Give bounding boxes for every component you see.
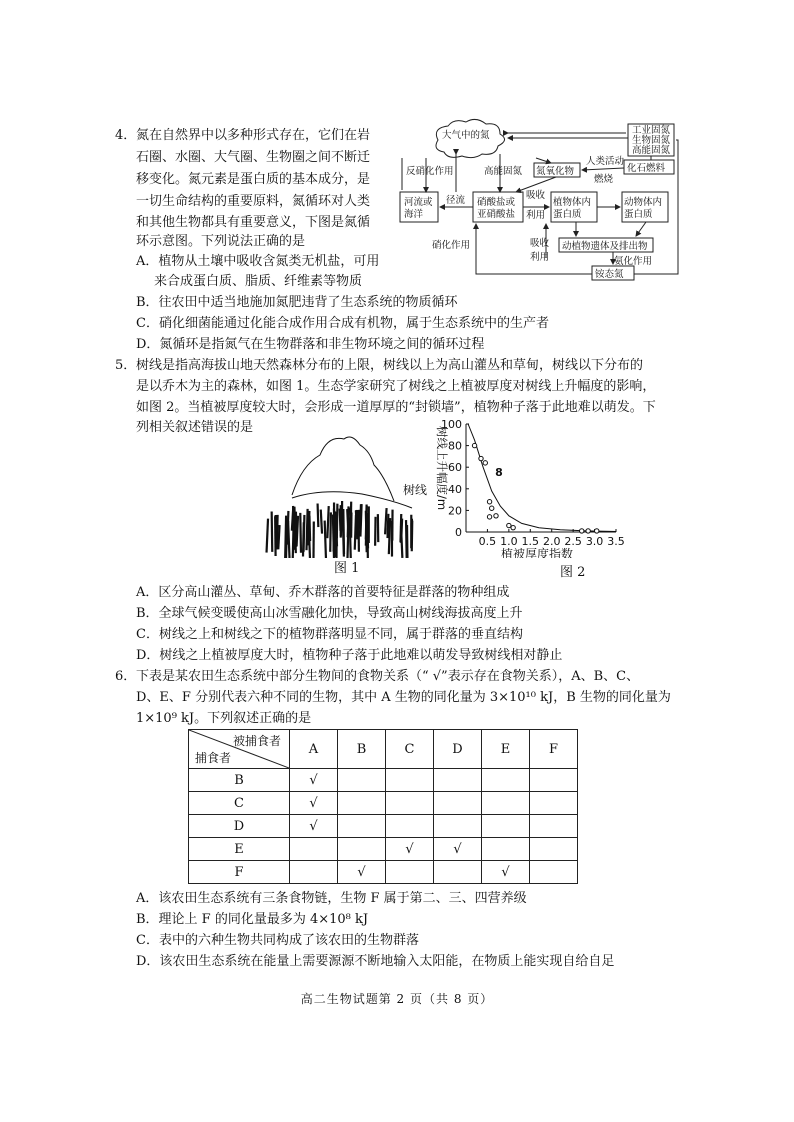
table-cell (290, 838, 338, 861)
data-point (586, 529, 590, 533)
data-point (494, 514, 498, 518)
data-point (490, 506, 494, 510)
nitrify-label: 硝化作用 (432, 240, 471, 251)
figure-1-caption: 图 1 (334, 561, 360, 576)
remains-label: 动植物遗体及排出物 (562, 241, 648, 252)
q4-stem-line-3: 移变化。氮元素是蛋白质的基本成分，是 (136, 172, 371, 187)
q5-stem-line-2: 是以乔木为主的森林，如图 1。生态学家研究了树线之上植被厚度对树线上升幅度的影响， (136, 379, 656, 394)
table-cell (386, 792, 434, 815)
tree-mark (343, 509, 344, 554)
treeline-label: 树线 (403, 483, 428, 497)
q4-option-b[interactable]: B．往农田中适当地施加氮肥违背了生态系统的物质循环 (136, 295, 458, 310)
data-point (472, 443, 476, 447)
tree-mark (278, 525, 279, 549)
tree-mark (388, 514, 389, 538)
nitrogen-cycle-diagram (396, 118, 686, 288)
figure-2-caption: 图 2 (560, 565, 586, 580)
table-cell: √ (290, 769, 338, 792)
atmosphere-label: 大气中的氮 (442, 130, 490, 141)
data-point (511, 525, 515, 529)
tree-mark (400, 514, 401, 542)
forest-trees (267, 501, 413, 558)
table-cell (290, 861, 338, 884)
tree-mark (267, 519, 268, 553)
q4-option-a-line-2: 来合成蛋白质、脂质、纤维素等物质 (154, 274, 363, 289)
tree-mark (288, 521, 289, 558)
table-cell (482, 838, 530, 861)
y-axis-label: 树线上升幅度/m (435, 426, 449, 511)
denitrify-label: 反硝化作用 (406, 166, 454, 177)
y-tick-label: 80 (448, 439, 462, 453)
x-tick-label: 2.0 (542, 535, 561, 548)
q4-number: 4． (115, 128, 137, 143)
y-tick-label: 0 (455, 526, 462, 539)
tree-mark (272, 512, 273, 552)
data-point (507, 523, 511, 527)
q6-stem-line-2: D、E、F 分别代表六种不同的生物，其中 A 生物的同化量为 3×10¹⁰ kJ，B 生物的同化量为 (136, 690, 671, 705)
point-label: 8 (495, 465, 503, 479)
industrial-label-2: 生物固氮 (632, 135, 671, 146)
q4-stem-line-4: 一切生命结构的重要原料，氮循环对人类 (136, 194, 371, 209)
table-cell (482, 815, 530, 838)
tree-mark (355, 515, 356, 550)
figure-1-mountain (262, 430, 432, 570)
nox-label: 氮氧化物 (536, 166, 575, 177)
tree-mark (293, 506, 294, 550)
data-point (479, 456, 483, 460)
table-header-row (189, 730, 578, 769)
x-tick-label: 0.5 (478, 535, 497, 548)
tree-mark (389, 518, 390, 554)
table-row (189, 792, 578, 815)
tree-mark (337, 504, 338, 539)
table-cell (386, 769, 434, 792)
x-tick-label: 1.5 (521, 535, 540, 548)
table-cell: √ (290, 815, 338, 838)
table-cell (482, 792, 530, 815)
column-header: F (530, 730, 578, 769)
table-cell (338, 792, 386, 815)
table-cell (530, 861, 578, 884)
y-tick-label: 20 (448, 504, 462, 518)
q5-stem-line-3: 如图 2。当植被厚度较大时，会形成一道厚厚的“封锁墙”，植物种子落于此地难以萌发。下 (136, 400, 656, 415)
table-cell (338, 815, 386, 838)
row-header: F (189, 861, 290, 884)
table-row (189, 838, 578, 861)
page-footer: 高二生物试题第 2 页（共 8 页） (300, 992, 494, 1006)
tree-mark (358, 510, 359, 534)
header-predator-label: 捕食者 (195, 751, 232, 765)
high-energy-label: 高能固氮 (484, 166, 523, 177)
tree-mark (321, 510, 322, 534)
table-cell (434, 815, 482, 838)
column-header: A (290, 730, 338, 769)
y-tick-label: 60 (448, 461, 462, 475)
tree-mark (300, 513, 301, 553)
tree-mark (333, 515, 334, 558)
table-cell (530, 769, 578, 792)
industrial-label-1: 工业固氮 (632, 125, 671, 136)
ammonium-label: 铵态氮 (595, 269, 624, 280)
plant-label-2: 蛋白质 (553, 209, 582, 220)
data-point (487, 500, 491, 504)
q5-stem-line-4: 列相关叙述错误的是 (136, 420, 254, 435)
q4-option-d[interactable]: D．氮循环是指氮气在生物群落和非生物环境之间的循环过程 (136, 337, 485, 352)
absorb2-label-1: 吸收 (530, 238, 550, 249)
table-cell (338, 838, 386, 861)
animal-label-2: 蛋白质 (624, 209, 653, 220)
table-cell (482, 769, 530, 792)
tree-mark (296, 519, 297, 547)
ammonify-label: 氨化作用 (614, 256, 653, 267)
data-point (487, 515, 491, 519)
q5-option-c[interactable]: C．树线之上和树线之下的植物群落明显不同，属于群落的垂直结构 (136, 627, 523, 642)
row-header: C (189, 792, 290, 815)
table-cell (530, 792, 578, 815)
q4-stem-line-2: 石圈、水圈、大气圈、生物圈之间不断迁 (136, 150, 371, 165)
tree-mark (309, 516, 310, 541)
fossil-label: 化石燃料 (627, 163, 666, 174)
q6-option-d[interactable]: D．该农田生态系统在能量上需要源源不断地输入太阳能，在物质上能实现自给自足 (136, 954, 615, 969)
table-cell (338, 769, 386, 792)
absorb2-label-2: 利用 (530, 252, 550, 263)
q6-option-c[interactable]: C．表中的六种生物共同构成了该农田的生物群落 (136, 933, 419, 948)
x-tick-label: 2.5 (564, 535, 582, 548)
q6-option-a[interactable]: A．该农田生态系统有三条食物链，生物 F 属于第二、三、四营养级 (136, 891, 527, 906)
river-label-1: 河流或 (404, 197, 433, 208)
column-header: B (338, 730, 386, 769)
y-tick-label: 100 (441, 418, 462, 431)
table-row (189, 769, 578, 792)
q5-option-a[interactable]: A．区分高山灌丛、草甸、乔木群落的首要特征是群落的物种组成 (136, 585, 510, 600)
industrial-label-3: 高能固氮 (632, 145, 671, 156)
tree-mark (360, 504, 361, 528)
table-cell (434, 769, 482, 792)
q5-number: 5． (115, 358, 137, 373)
table-cell (386, 861, 434, 884)
burn-label: 燃烧 (594, 174, 614, 185)
row-header: D (189, 815, 290, 838)
x-axis-label: 植被厚度指数 (500, 547, 574, 558)
table-cell (530, 838, 578, 861)
tree-mark (330, 512, 331, 551)
data-point (580, 529, 584, 533)
q5-stem-line-1: 树线是指高海拔山地天然森林分布的上限，树线以上为高山灌丛和草甸，树线以下分布的 (136, 358, 644, 373)
row-header: E (189, 838, 290, 861)
header-prey-label: 被捕食者 (232, 734, 281, 748)
y-tick-label: 40 (448, 482, 462, 496)
row-header: B (189, 769, 290, 792)
figure-2-chart (430, 418, 630, 558)
q6-option-b[interactable]: B．理论上 F 的同化量最多为 4×10⁸ kJ (136, 912, 369, 927)
data-point (595, 529, 599, 533)
food-relation-table (188, 729, 578, 884)
column-header: D (434, 730, 482, 769)
table-row (189, 815, 578, 838)
q6-stem-line-3: 1×10⁹ kJ。下列叙述正确的是 (136, 711, 312, 726)
tree-mark (366, 506, 367, 546)
table-cell (434, 861, 482, 884)
animal-label-1: 动物体内 (624, 197, 663, 208)
tree-mark (286, 521, 287, 558)
tree-mark (318, 503, 319, 527)
table-cell: √ (434, 838, 482, 861)
x-tick-label: 3.0 (585, 535, 604, 548)
table-cell: √ (338, 861, 386, 884)
tree-mark (327, 506, 328, 538)
absorb1-label-1: 吸收 (526, 190, 546, 201)
table-cell: √ (482, 861, 530, 884)
tree-mark (325, 521, 326, 558)
nitrate-label-1: 硝酸盐或 (477, 197, 516, 208)
q4-stem-line-1: 氮在自然界中以多种形式存在，它们在岩 (136, 128, 371, 143)
x-tick-label: 1.0 (500, 535, 518, 548)
q4-option-c[interactable]: C．硝化细菌能通过化能合成作用合成有机物，属于生态系统中的生产者 (136, 316, 549, 331)
absorb1-label-2: 利用 (526, 210, 546, 221)
column-header: C (386, 730, 434, 769)
plant-label-1: 植物体内 (553, 197, 592, 208)
column-header: E (482, 730, 530, 769)
table-cell (530, 815, 578, 838)
q4-stem-line-6: 环示意图。下列说法正确的是 (136, 234, 306, 249)
q6-number: 6． (115, 669, 137, 684)
table-cell (434, 792, 482, 815)
tree-mark (304, 515, 305, 552)
table-cell: √ (386, 838, 434, 861)
table-row (189, 861, 578, 884)
data-point (483, 461, 487, 465)
table-corner-cell (189, 730, 290, 769)
tree-mark (276, 515, 277, 546)
q5-option-d[interactable]: D．树线之上植被厚度大时，植物种子落于此地难以萌发导致树线相对静止 (136, 648, 563, 663)
tree-mark (348, 506, 349, 537)
human-label: 人类活动 (586, 156, 625, 167)
runoff-label: 径流 (446, 195, 466, 206)
table-cell: √ (290, 792, 338, 815)
x-tick-label: 3.5 (607, 535, 625, 548)
q6-stem-line-1: 下表是某农田生态系统中部分生物间的食物关系（“ √”表示存在食物关系），A、B、C、 (136, 669, 640, 684)
river-label-2: 海洋 (404, 209, 424, 220)
q5-option-b[interactable]: B．全球气候变暖使高山冰雪融化加快，导致高山树线海拔高度上升 (136, 606, 523, 621)
nitrate-label-2: 亚硝酸盐 (477, 209, 516, 220)
mountain-outline (292, 437, 394, 501)
q4-stem-line-5: 和其他生物都具有重要意义，下图是氮循 (136, 215, 371, 230)
q4-option-a-line-1[interactable]: A．植物从土壤中吸收含氮类无机盐，可用 (136, 254, 380, 269)
table-cell (386, 815, 434, 838)
tree-mark (406, 520, 407, 558)
tree-mark (385, 508, 386, 534)
